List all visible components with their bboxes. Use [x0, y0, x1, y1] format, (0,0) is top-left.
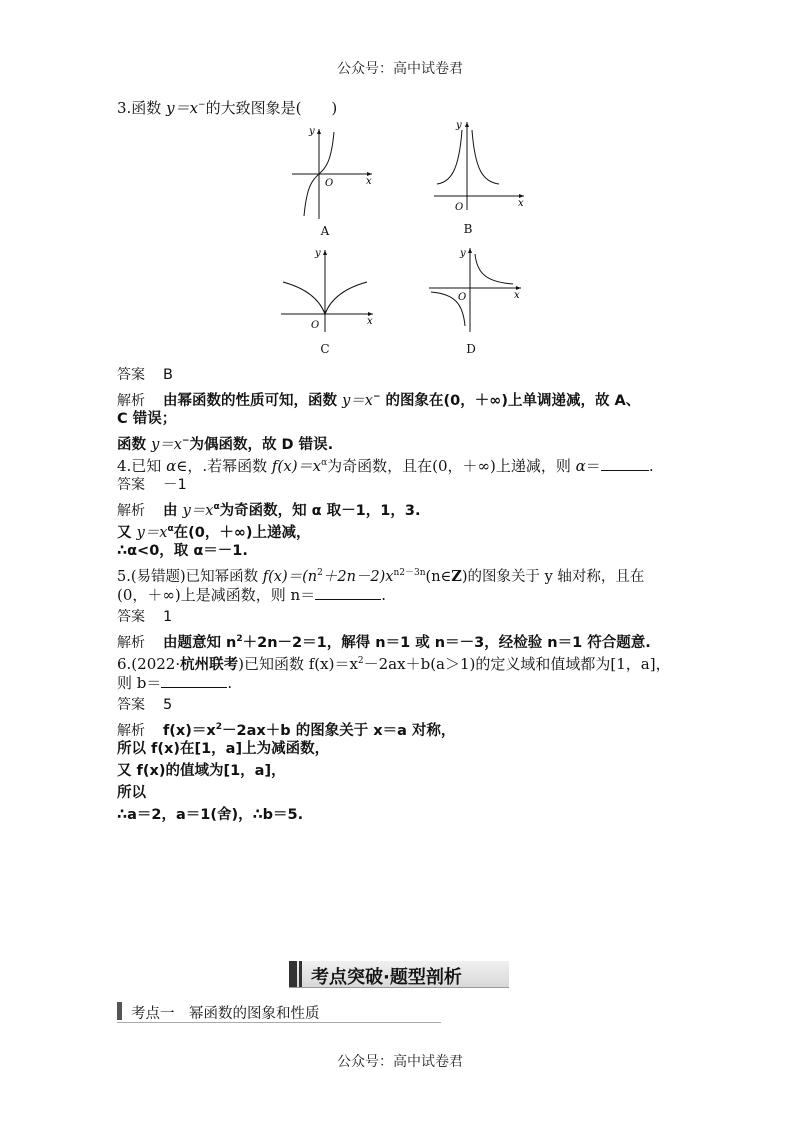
- document-body: [117, 94, 697, 826]
- q5-stem-1: 5.(易错题)已知幂函数 $f(x)=(n^2+2n-2)x^{n2-3n}(n\in Z)$的图象关于 y 轴对称，且在: [117, 567, 645, 585]
- q6-stem-2: 则 b＝ .: [117, 674, 233, 692]
- q4-analysis-1: 解析 由 $y=x^\alpha$为奇函数，知 α 取－1，1，3.: [117, 502, 421, 519]
- q6-analysis-3: 又 f(x)的值域为[1，a]，: [117, 763, 286, 779]
- axis-y-label: y: [456, 120, 462, 131]
- axis-x-label: x: [514, 290, 520, 301]
- q6-analysis-5: ∴a＝2，a＝1(舍)，∴b＝5.: [117, 807, 304, 823]
- q4-analysis-2: 又 $y=x^\alpha$在(0，＋∞)上递减，: [117, 524, 311, 541]
- option-d-label: D: [466, 342, 476, 356]
- graph-option-a: [287, 124, 377, 238]
- q5-analysis: 解析 由题意知 $n^2+2n-2=1$，解得 n＝1 或 n＝－3，经检验 n＝1 符合题意.: [117, 634, 651, 651]
- q3-analysis-3: 函数 y＝x−为偶函数，故 D 错误.: [117, 436, 334, 453]
- origin-label: O: [311, 320, 320, 331]
- q6-answer: 答案 5: [117, 697, 173, 713]
- q5-answer: 答案 1: [117, 609, 173, 625]
- q3-analysis-2: C 错误；: [117, 411, 177, 427]
- page-header: 公众号：高中试卷君: [337, 61, 463, 77]
- axis-y-label: y: [309, 126, 315, 137]
- q6-analysis-2: 所以 f(x)在[1，a]上为减函数，: [117, 741, 330, 757]
- option-a-label: A: [320, 224, 330, 238]
- option-b-label: B: [463, 222, 473, 236]
- page-footer: 公众号：高中试卷君: [337, 1054, 463, 1070]
- origin-label: O: [458, 292, 467, 303]
- q3-answer: 答案 B: [117, 367, 173, 383]
- origin-label: O: [325, 178, 334, 189]
- banner-bar-icon: [299, 961, 302, 987]
- section-banner-title: 考点突破·题型剖析: [311, 967, 462, 988]
- section-banner: [289, 961, 509, 988]
- axis-y-label: y: [315, 248, 321, 259]
- axis-x-label: x: [366, 176, 372, 187]
- answer-blank: [161, 673, 227, 688]
- graph-option-d: [425, 246, 525, 356]
- q3-analysis-1: 解析 由幂函数的性质可知，函数 y＝x− 的图象在(0，＋∞)上单调递减，故 A、: [117, 392, 641, 409]
- answer-blank: [315, 585, 381, 600]
- answer-blank: [601, 456, 649, 471]
- graph-option-c: [279, 246, 379, 356]
- option-c-label: C: [320, 342, 330, 356]
- q4-analysis-3: ∴α<0，取 α＝－1.: [117, 543, 248, 559]
- axis-x-label: x: [367, 316, 373, 327]
- banner-bar-icon: [289, 961, 297, 987]
- subsection-title: 考点一 幂函数的图象和性质: [131, 1006, 320, 1022]
- q3-stem: 3.函数 y＝x−的大致图象是( ): [117, 99, 338, 117]
- subsection-heading: [117, 1000, 441, 1023]
- subsection-bar-icon: [117, 1002, 122, 1020]
- axis-y-label: y: [460, 248, 466, 259]
- axis-x-label: x: [518, 198, 524, 209]
- q6-analysis-1: 解析 $f(x)=x^2-2ax+b$ 的图象关于 x＝a 对称，: [117, 722, 456, 739]
- q4-stem: 4.已知 α∈，.若幂函数 $f(x)=x^\alpha$为奇函数，且在(0，＋∞)上递减，则 α＝ .: [117, 457, 654, 475]
- graph-option-b: [429, 118, 529, 236]
- q6-analysis-4: 所以: [117, 785, 146, 801]
- q3-option-graphs: [117, 116, 697, 364]
- q6-stem-1: 6.(2022·杭州联考)已知函数 $f(x)=x^2-2ax+b(a>1)$的定义域和值域都为[1，a]，: [117, 655, 671, 673]
- origin-label: O: [455, 202, 464, 213]
- q5-stem-2: (0，＋∞)上是减函数，则 n＝ .: [117, 586, 386, 604]
- q4-answer: 答案 －1: [117, 477, 187, 493]
